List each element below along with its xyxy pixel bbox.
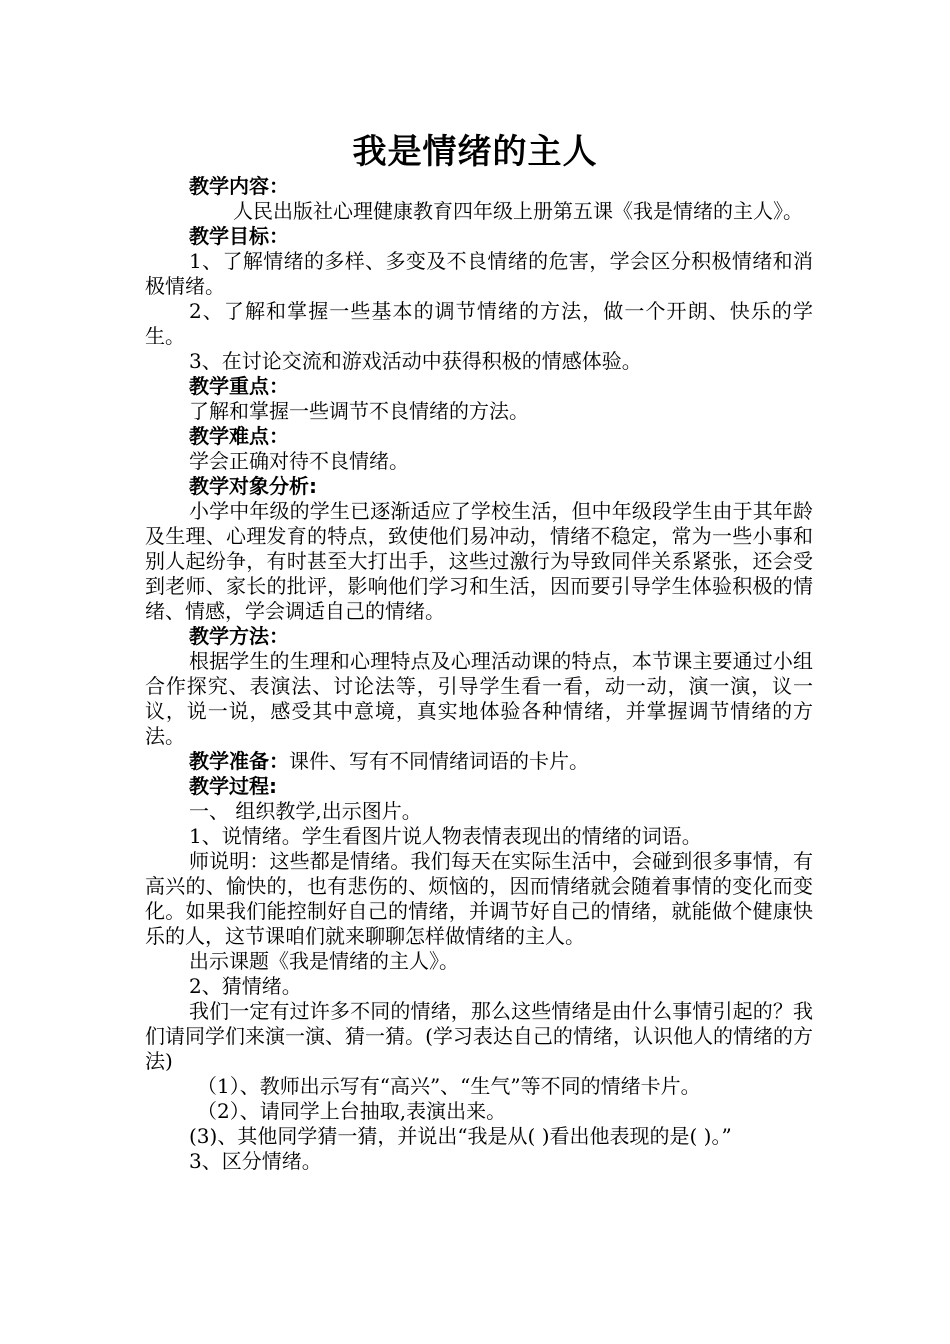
paragraph-content: 人民出版社心理健康教育四年级上册第五课《我是情绪的主人》。	[233, 199, 803, 223]
prep-line	[145, 749, 813, 774]
section-heading-difficulty: 教学难点：	[189, 424, 289, 448]
show-topic: 出示课题《我是情绪的主人》。	[189, 949, 459, 973]
step-2: 2、猜情绪。	[189, 974, 302, 998]
goal-item-1: 1、了解情绪的多样、多变及不良情绪的危害，学会区分积极情绪和消极情绪。	[145, 249, 813, 298]
teacher-note: 师说明：这些都是情绪。我们每天在实际生活中，会碰到很多事情，有高兴的、愉快的，也有悲伤的、烦恼的，因而情绪就会随着事情的变化而变化。如果我们能控制好自己的情绪，并调节好自己的情绪，就能做个健康快乐的人，这节课咱们就来聊聊怎样做情绪的主人。	[145, 849, 813, 948]
goal-item-2: 2、了解和掌握一些基本的调节情绪的方法，做一个开朗、快乐的学生。	[145, 299, 813, 348]
section-heading-goals: 教学目标：	[189, 224, 289, 248]
page-title: 我是情绪的主人	[352, 132, 598, 172]
section-heading-method: 教学方法：	[189, 624, 289, 648]
sub-item-1: （1）、教师出示写有“高兴”、“生气”等不同的情绪卡片。	[197, 1074, 701, 1098]
step-2-text: 我们一定有过许多不同的情绪，那么这些情绪是由什么事情引起的？我们请同学们来演一演、猜一猜。(学习表达自己的情绪，认识他人的情绪的方法)	[145, 999, 813, 1073]
sub-item-2: （2）、请同学上台抽取,表演出来。	[197, 1099, 507, 1123]
paragraph-prep: 课件、写有不同情绪词语的卡片。	[289, 749, 589, 773]
step-1-1: 1、说情绪。学生看图片说人物表情表现出的情绪的词语。	[189, 824, 702, 848]
paragraph-method: 根据学生的生理和心理特点及心理活动课的特点，本节课主要通过小组合作探究、表演法、讨论法等，引导学生看一看，动一动，演一演，议一议，说一说，感受其中意境，真实地体验各种情绪，并掌握调节情绪的方法。	[145, 649, 813, 748]
sub-item-3: (3)、其他同学猜一猜，并说出“我是从( )看出他表现的是( )。”	[189, 1124, 732, 1148]
paragraph-difficulty: 学会正确对待不良情绪。	[189, 449, 409, 473]
step-3: 3、区分情绪。	[189, 1149, 322, 1173]
section-heading-key: 教学重点：	[189, 374, 289, 398]
goal-item-3: 3、在讨论交流和游戏活动中获得积极的情感体验。	[189, 349, 642, 373]
paragraph-key: 了解和掌握一些调节不良情绪的方法。	[189, 399, 529, 423]
paragraph-analysis: 小学中年级的学生已逐渐适应了学校生活，但中年级段学生由于其年龄及生理、心理发育的特点，致使他们易冲动，情绪不稳定，常为一些小事和别人起纷争，有时甚至大打出手，这些过激行为导致同伴关系紧张，还会受到老师、家长的批评，影响他们学习和生活，因而要引导学生体验积极的情绪、情感，学会调适自己的情绪。	[145, 499, 813, 623]
section-heading-analysis: 教学对象分析:	[189, 474, 317, 498]
section-heading-process: 教学过程:	[189, 774, 277, 798]
section-heading-prep: 教学准备：	[189, 749, 289, 773]
section-heading-content: 教学内容：	[189, 174, 289, 198]
step-1: 一、 组织教学,出示图片。	[189, 799, 422, 823]
document-body	[145, 174, 813, 1174]
